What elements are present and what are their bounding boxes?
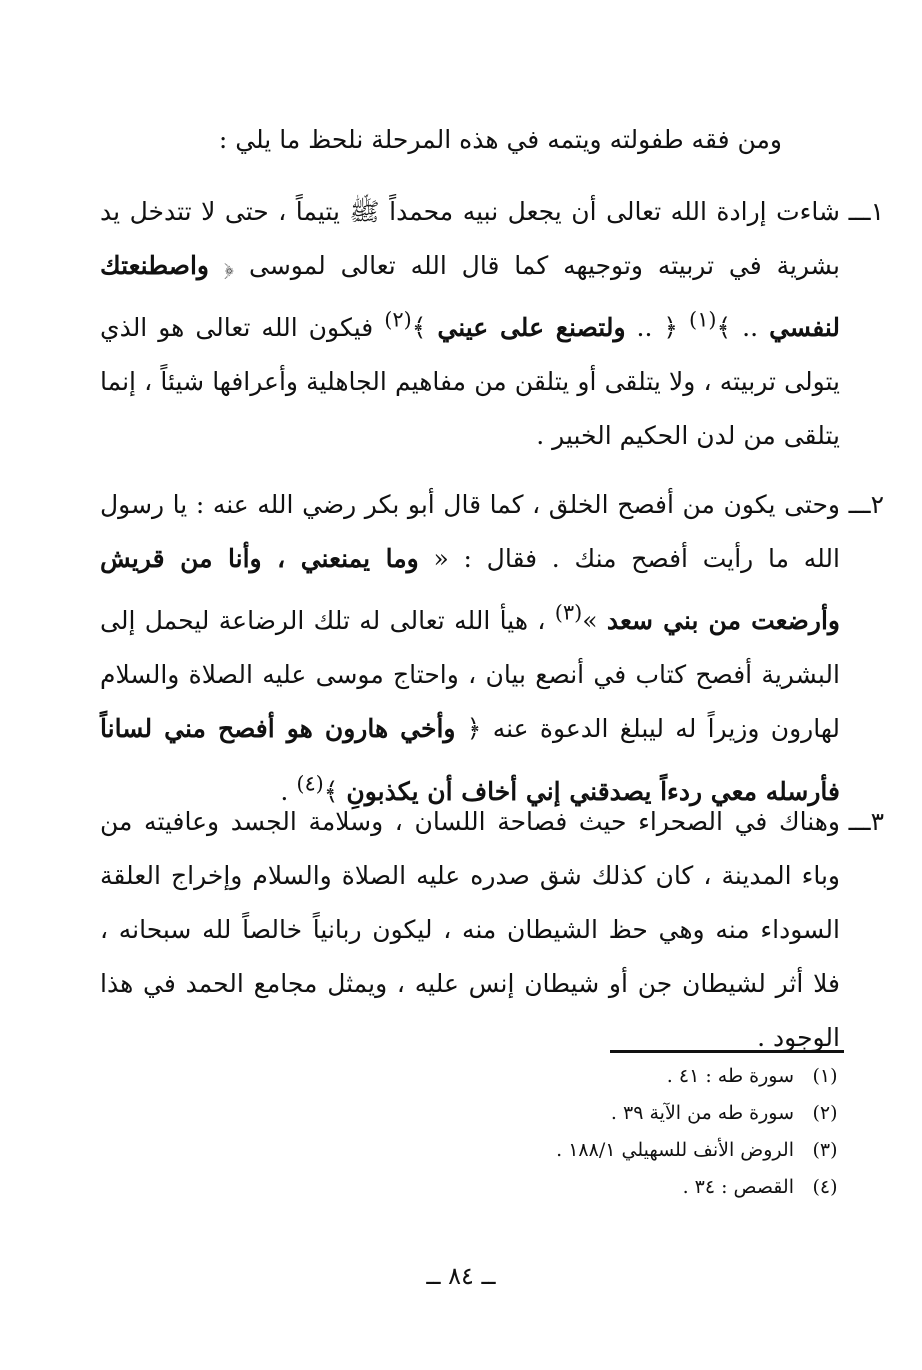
footnote-ref-4: (٤) bbox=[296, 771, 324, 796]
footnote-number: (٤) bbox=[812, 1176, 838, 1198]
footnote-text: الروض الأنف للسهيلي ١٨٨/١ . bbox=[556, 1139, 794, 1161]
list-item-3 bbox=[100, 795, 884, 1065]
list-item-1 bbox=[100, 185, 884, 463]
footnote-number: (٢) bbox=[812, 1102, 838, 1124]
intro-line: ومن فقه طفولته ويتمه في هذه المرحلة نلحظ ما يلي : bbox=[218, 125, 782, 154]
item-text: وهناك في الصحراء حيث فصاحة اللسان ، وسلامة الجسد وعافيته من وباء المدينة ، كان كذلك شق صدره عليه الصلاة والسلام وإخراج العلقة السوداء منه وهي حظ الشيطان منه ، ليكون ربانياً خالصاً لله سبحانه ، فلا أثر لشيطان جن أو شيطان إنس عليه ، ويمثل مجامع الحمد في هذا الوجود . bbox=[100, 807, 840, 1052]
footnote bbox=[340, 1058, 840, 1095]
footnote-text: سورة طه من الآية ٣٩ . bbox=[610, 1102, 794, 1124]
item-text: شاءت إرادة الله تعالى أن يجعل نبيه محمداً ﷺ يتيماً ، حتى لا تتدخل يد بشرية في تربيته وتوجيهه كما قال الله تعالى لموسى ﴿ واصطنعتك لنفسي .. ﴾$^{(١)}$ ﴿ .. ولتصنع على عيني ﴾$^{(٢)}$ فيكون الله تعالى هو الذي يتولى تربيته ، ولا يتلقى أو يتلقن من مفاهيم الجاهلية وأعرافها شيئاً ، إنما يتلقى من لدن الحكيم الخبير . bbox=[100, 197, 841, 451]
footnote-text: سورة طه : ٤١ . bbox=[666, 1065, 794, 1087]
footnote bbox=[340, 1132, 840, 1169]
list-item-2 bbox=[100, 478, 884, 819]
footnotes bbox=[340, 1058, 840, 1206]
footnote-number: (١) bbox=[812, 1065, 838, 1087]
item-text: وحتى يكون من أفصح الخلق ، كما قال أبو بكر رضي الله عنه : يا رسول الله ما رأيت أفصح منك . فقال : « وما يمنعني ، وأنا من قريش وأرضعت من بني سعد »$^{(٣)}$ ، هيأ الله تعالى له تلك الرضاعة ليحمل إلى البشرية أفصح كتاب في أنصع بيان ، واحتاج موسى عليه الصلاة والسلام لهارون وزيراً له ليبلغ الدعوة عنه ﴿ وأخي هارون هو أفصح مني لساناً فأرسله معي ردءاً يصدقني إني أخاف أن يكذبونِ ﴾$^{(٤)}$ . bbox=[100, 490, 840, 806]
footnote bbox=[340, 1169, 840, 1206]
footnote-ref-1: (١) bbox=[689, 308, 717, 332]
page-number: ــ ٨٤ ــ bbox=[426, 1262, 496, 1290]
footnote-ref-3: (٣) bbox=[554, 601, 583, 625]
item-number: ٣ـــ bbox=[848, 807, 884, 836]
footnote-text: القصص : ٣٤ . bbox=[682, 1176, 794, 1198]
item-number: ١ـــ bbox=[848, 197, 884, 226]
item-number: ٢ـــ bbox=[848, 490, 884, 519]
footnote-number: (٣) bbox=[812, 1139, 838, 1161]
footnote-ref-2: (٢) bbox=[384, 308, 412, 332]
footnote-divider bbox=[610, 1050, 844, 1053]
footnote bbox=[340, 1095, 840, 1132]
